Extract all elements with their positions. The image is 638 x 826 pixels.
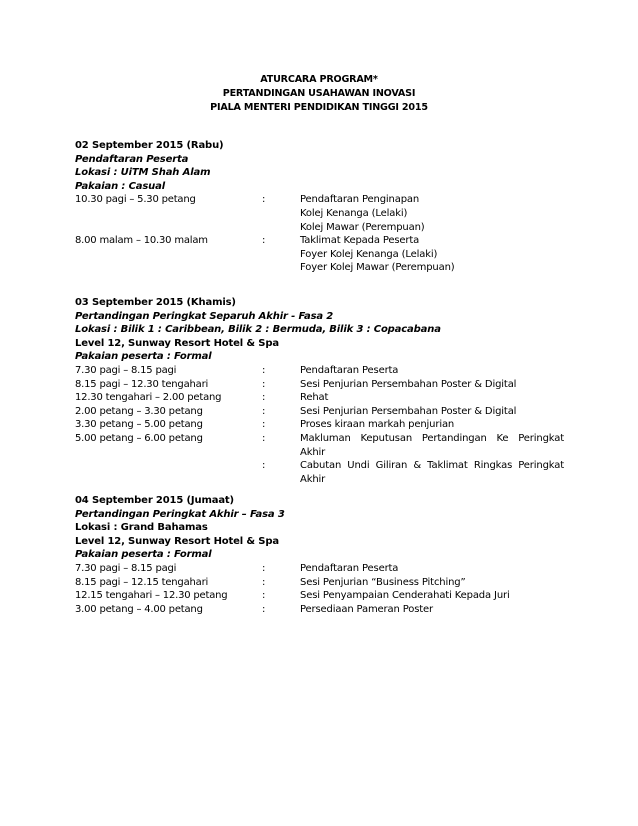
section-attire: Pakaian : Casual [75,180,166,192]
schedule-row [75,418,575,432]
schedule-colon: : [262,603,266,615]
section-location: Lokasi : UiTM Shah Alam [75,167,211,179]
schedule-colon: : [262,432,266,444]
description-line: Kolej Kenanga (Lelaki) [300,207,408,219]
schedule-colon: : [262,364,266,376]
schedule-colon: : [262,235,266,247]
description-line: Foyer Kolej Kenanga (Lelaki) [300,248,438,260]
schedule-time: 2.00 petang – 3.30 petang [75,405,203,417]
schedule-row [75,576,575,590]
schedule-row [75,562,575,576]
schedule-colon: : [262,378,266,390]
schedule-row [75,378,575,392]
schedule-description [300,193,564,234]
schedule-time: 10.30 pagi – 5.30 petang [75,194,196,206]
schedule-row [75,459,575,486]
schedule-description: Pendaftaran Peserta [300,562,399,574]
section-date: 03 September 2015 (Khamis) [75,297,236,308]
schedule-time: 12.30 tengahari – 2.00 petang [75,392,222,404]
schedule-time: 5.00 petang – 6.00 petang [75,432,203,444]
schedule-description: Cabutan Undi Giliran & Taklimat Ringkas Peringkat Akhir [300,460,564,485]
description-line: Pendaftaran Penginapan [300,194,420,206]
schedule-section-day-1 [75,139,575,275]
section-location: Lokasi : Grand Bahamas [75,522,208,534]
schedule-description: Pendaftaran Peserta [300,364,399,376]
schedule-colon: : [262,194,266,206]
schedule-time: 8.15 pagi – 12.30 tengahari [75,378,209,390]
schedule-time: 12.15 tengahari – 12.30 petang [75,590,228,602]
schedule-description [300,234,564,275]
header-subtitle: PERTANDINGAN USAHAWAN INOVASI [222,88,416,99]
section-venue: Level 12, Sunway Resort Hotel & Spa [75,535,279,547]
schedule-row [75,603,575,617]
section-title: Pertandingan Peringkat Separuh Akhir - Fasa 2 [75,310,334,322]
section-date: 02 September 2015 (Rabu) [75,140,224,151]
schedule-row [75,432,575,459]
schedule-time: 3.30 petang – 5.00 petang [75,419,203,431]
schedule-time: 7.30 pagi – 8.15 pagi [75,562,177,574]
description-line: Foyer Kolej Mawar (Perempuan) [300,262,455,274]
section-location: Lokasi : Bilik 1 : Caribbean, Bilik 2 : Bermuda, Bilik 3 : Copacabana [75,324,441,336]
schedule-colon: : [262,405,266,417]
schedule-description: Proses kiraan markah penjurian [300,419,455,431]
document-header [0,73,638,115]
section-title: Pendaftaran Peserta [75,153,189,165]
section-title: Pertandingan Peringkat Akhir – Fasa 3 [75,508,285,520]
schedule-row [75,589,575,603]
schedule-description: Rehat [300,392,329,404]
schedule-colon: : [262,562,266,574]
header-subtitle-2: PIALA MENTERI PENDIDIKAN TINGGI 2015 [210,102,428,113]
section-date: 04 September 2015 (Jumaat) [75,495,234,506]
schedule-description: Sesi Penjurian Persembahan Poster & Digital [300,405,517,417]
schedule-time: 8.15 pagi – 12.15 tengahari [75,576,209,588]
section-attire: Pakaian peserta : Formal [75,549,212,561]
schedule-colon: : [262,590,266,602]
schedule-colon: : [262,576,266,588]
schedule-row [75,391,575,405]
schedule-row [75,405,575,419]
schedule-description: Sesi Penyampaian Cenderahati Kepada Juri [300,590,510,602]
description-line: Kolej Mawar (Perempuan) [300,221,425,233]
schedule-row [75,193,575,234]
schedule-section-day-2 [75,296,575,486]
schedule-section-day-3 [75,494,575,616]
schedule-colon: : [262,419,266,431]
schedule-description: Sesi Penjurian Persembahan Poster & Digital [300,378,517,390]
section-attire: Pakaian peserta : Formal [75,351,212,363]
schedule-time: 8.00 malam – 10.30 malam [75,235,208,247]
schedule-row [75,234,575,275]
schedule-colon: : [262,392,266,404]
description-line: Taklimat Kepada Peserta [300,235,420,247]
schedule-row [75,364,575,378]
schedule-time: 7.30 pagi – 8.15 pagi [75,364,177,376]
schedule-colon: : [262,460,266,472]
header-title: ATURCARA PROGRAM* [260,74,378,85]
schedule-description: Sesi Penjurian “Business Pitching” [300,576,466,588]
schedule-time: 3.00 petang – 4.00 petang [75,603,203,615]
schedule-description: Persediaan Pameran Poster [300,603,433,615]
schedule-description: Makluman Keputusan Pertandingan Ke Peringkat Akhir [300,432,564,458]
section-venue: Level 12, Sunway Resort Hotel & Spa [75,337,279,349]
